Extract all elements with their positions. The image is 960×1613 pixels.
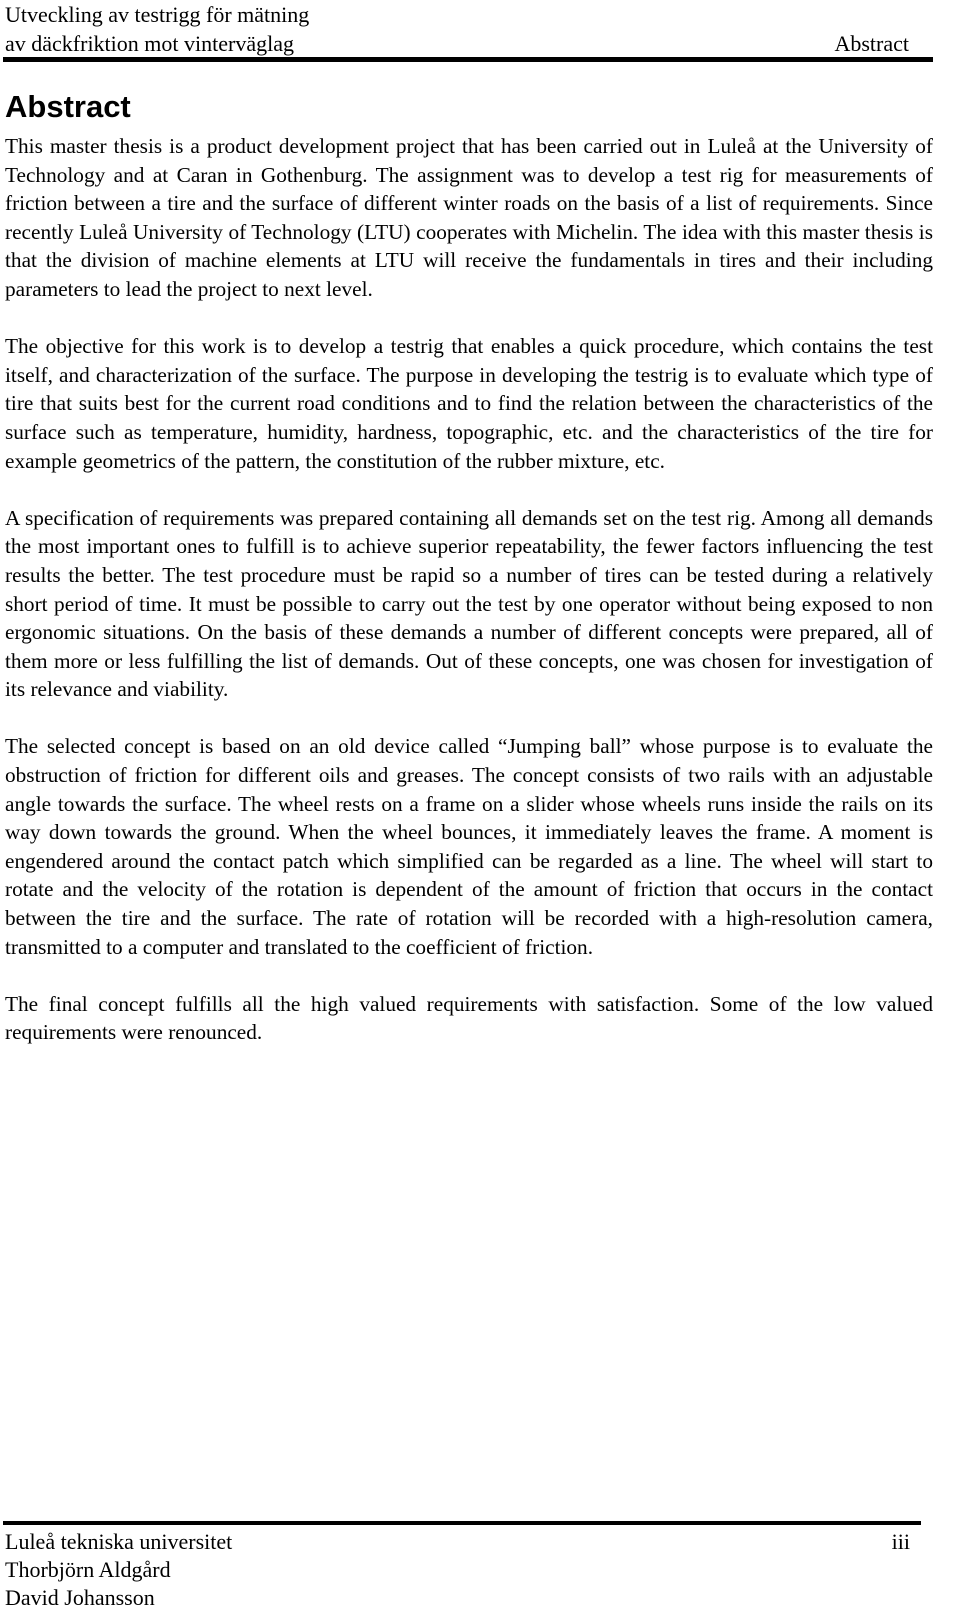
paragraph-5: The final concept fulfills all the high valued requirements with satisfaction. Some of the low valued requirements were renounced. [5,991,933,1045]
footer-author-1: Thorbjörn Aldgård [5,1557,171,1582]
paragraph-1: This master thesis is a product development project that has been carried out in Luleå at the University of Technology and at Caran in Gothenburg. The assignment was to develop a test rig for measurements of friction between a tire and the surface of different winter roads on the basis of a list of requirements. Since recently Luleå University of Technology (LTU) cooperates with Michelin. The idea with this master thesis is that the division of machine elements at LTU will receive the fundamentals in tires and their including parameters to lead the project to next level. [5,134,933,301]
abstract-body [5,132,933,1076]
header-title-line-2: av däckfriktion mot vinterväglag [5,31,294,56]
page-number: iii [891,1529,910,1554]
footer-university: Luleå tekniska universitet [5,1529,233,1554]
page-title: Abstract [5,89,131,124]
paragraph-2: The objective for this work is to develop a testrig that enables a quick procedure, which contains the test itself, and characterization of the surface. The purpose in developing the testrig is to evaluate which type of tire that suits best for the current road conditions and to find the relation between the characteristics of the surface such as temperature, humidity, hardness, topographic, etc. and the characteristics of the tire for example geometrics of the pattern, the constitution of the rubber mixture, etc. [5,334,933,473]
header-rule [3,57,933,62]
footer-author-2: David Johansson [5,1585,155,1610]
header-title-line-1: Utveckling av testrigg för mätning [5,2,310,27]
paragraph-3: A specification of requirements was prepared containing all demands set on the test rig. Among all demands the most important ones to fulfill is to achieve superior repeatability, the fewer factors influencing the test results the better. The test procedure must be rapid so a number of tires can be tested during a relatively short period of time. It must be possible to carry out the test by one operator without being exposed to non ergonomic situations. On the basis of these demands a number of different concepts were prepared, all of them more or less fulfilling the list of demands. Out of these concepts, one was chosen for investigation of its relevance and viability. [5,505,933,702]
header-section-name: Abstract [834,31,909,56]
paragraph-4: The selected concept is based on an old device called “Jumping ball” whose purpose is to evaluate the obstruction of friction for different oils and greases. The concept consists of two rails with an adjustable angle towards the surface. The wheel rests on a frame on a slider whose wheels runs inside the rails on its way down towards the ground. When the wheel bounces, it immediately leaves the frame. A moment is engendered around the contact patch which simplified can be regarded as a line. The wheel will start to rotate and the velocity of the rotation is dependent of the amount of friction that occurs in the contact between the tire and the surface. The rate of rotation will be recorded with a high-resolution camera, transmitted to a computer and translated to the coefficient of friction. [5,734,933,959]
page-footer [5,1528,910,1612]
running-header [5,0,935,58]
footer-rule [3,1521,921,1525]
